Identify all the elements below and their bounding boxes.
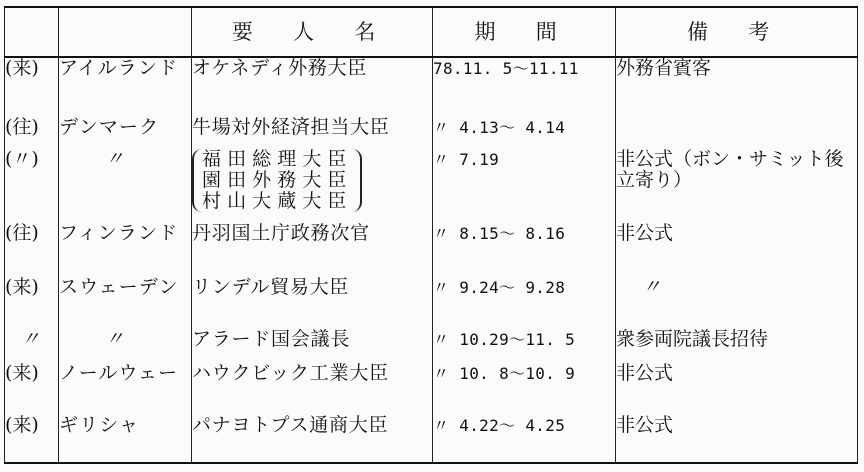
remarks-cell [616,277,858,329]
period-cell: 〃 10. 8〜10. 9 [433,363,616,415]
direction-cell: (来) [5,277,59,329]
direction-cell [5,329,59,363]
table-row [5,149,858,223]
ditto-mark: 〃 [105,328,126,350]
dignitary-cell: リンデル貿易大臣 [192,277,433,329]
remarks-cell: 衆参両院議長招待 [616,329,858,363]
header-remarks: 備 考 [616,7,858,57]
table-row [5,277,858,329]
period-cell: 〃 7.19 [433,149,616,223]
remarks-cell: 非公式 [616,363,858,415]
dignitary-name: 福田総理大臣 [202,148,353,170]
header-country [59,7,192,57]
remarks-cell [616,117,858,149]
official-visits-table [4,6,858,464]
period-cell: 78.11. 5〜11.11 [433,57,616,117]
dignitary-cell: オケネディ外務大臣 [192,57,433,117]
remarks-cell: 非公式（ボン・サミット後立寄り） [616,149,858,223]
dignitary-group-cell [192,149,433,223]
remarks-cell: 非公式 [616,223,858,277]
table-row [5,57,858,117]
header-dignitary: 要 人 名 [192,7,433,57]
dignitary-name: 村山大蔵大臣 [202,190,353,212]
table-row [5,363,858,415]
direction-cell: (〃) [5,149,59,223]
table-header-row [5,7,858,57]
country-cell: デンマーク [59,117,192,149]
country-cell: ギリシャ [59,415,192,463]
country-cell: スウェーデン [59,277,192,329]
dignitary-cell: 丹羽国土庁政務次官 [192,223,433,277]
dignitary-group [192,149,362,212]
header-period: 期 間 [433,7,616,57]
direction-cell: (往) [5,117,59,149]
country-cell: アイルランド [59,57,192,117]
direction-cell: (往) [5,223,59,277]
period-cell: 〃 8.15〜 8.16 [433,223,616,277]
direction-cell: (来) [5,415,59,463]
country-cell [59,149,192,223]
dignitary-name: 園田外務大臣 [202,169,353,191]
country-cell: ノールウェー [59,363,192,415]
table-row [5,415,858,463]
remarks-cell: 外務省賓客 [616,57,858,117]
table-row [5,329,858,363]
direction-cell: (来) [5,57,59,117]
period-cell: 〃 10.29〜11. 5 [433,329,616,363]
period-cell: 〃 4.22〜 4.25 [433,415,616,463]
period-cell: 〃 4.13〜 4.14 [433,117,616,149]
ditto-mark: 〃 [105,148,126,170]
dignitary-cell: 牛場対外経済担当大臣 [192,117,433,149]
country-cell: フィンランド [59,223,192,277]
period-cell: 〃 9.24〜 9.28 [433,277,616,329]
dignitary-cell: アラード国会議長 [192,329,433,363]
ditto-mark: 〃 [21,328,41,350]
header-direction [5,7,59,57]
remarks-cell: 非公式 [616,415,858,463]
table-row [5,223,858,277]
ditto-mark: 〃 [642,276,662,298]
dignitary-cell: パナヨトプス通商大臣 [192,415,433,463]
country-cell [59,329,192,363]
dignitary-cell: ハウクビック工業大臣 [192,363,433,415]
direction-cell: (来) [5,363,59,415]
table-row [5,117,858,149]
